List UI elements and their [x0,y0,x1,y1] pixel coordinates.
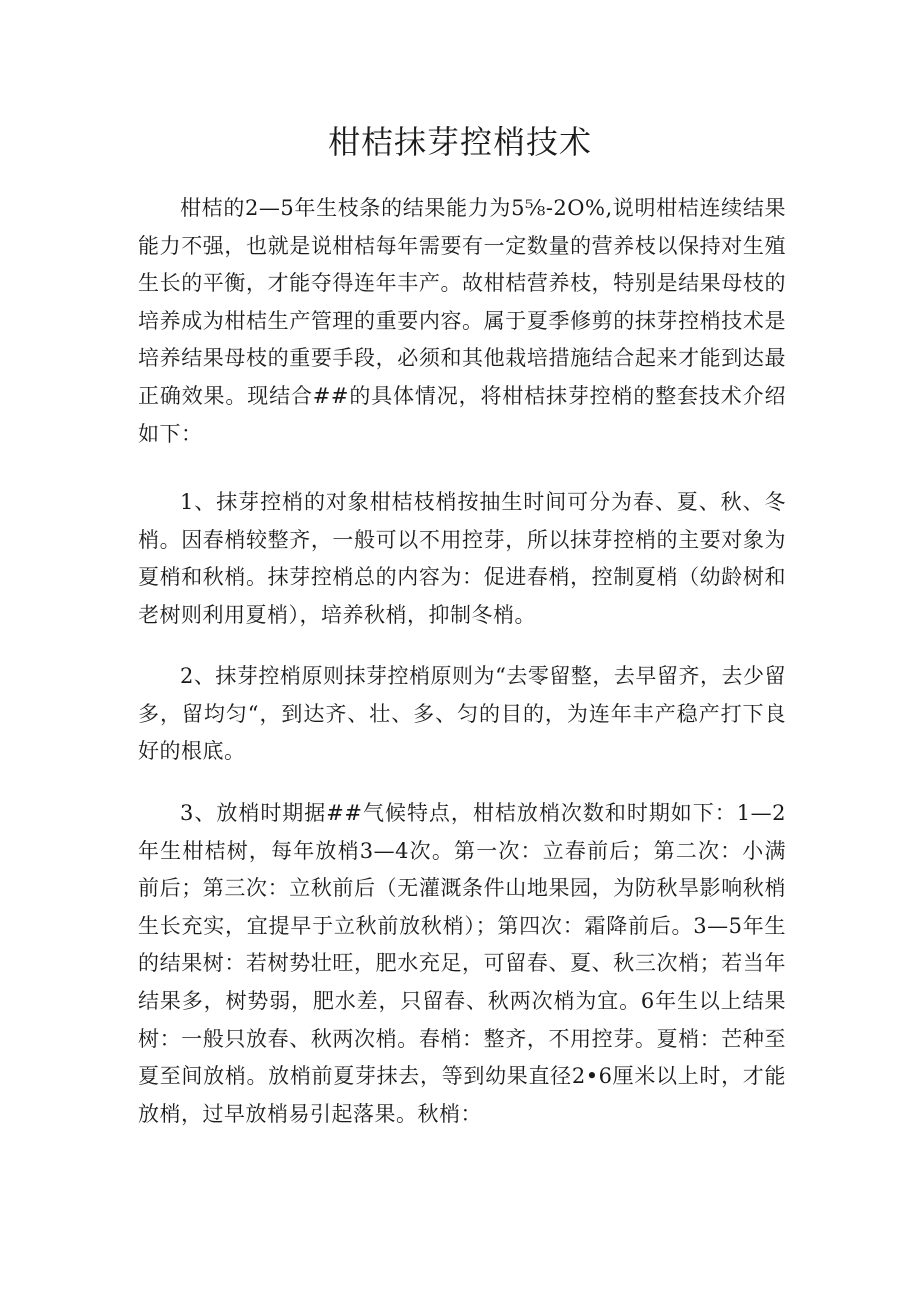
paragraph-section-3: 3、放梢时期据##气候特点，柑桔放梢次数和时期如下：1—2年生柑桔树，每年放梢3—4次。第一次：立春前后；第二次：小满前后；第三次：立秋前后（无灌溉条件山地果园，为防秋旱影响秋梢生长充实，宜提早于立秋前放秋梢）；第四次：霜降前后。3—5年生的结果树：若树势壮旺，肥水充足，可留春、夏、秋三次梢；若当年结果多，树势弱，肥水差，只留春、秋两次梢为宜。6年生以上结果树：一般只放春、秋两次梢。春梢：整齐，不用控芽。夏梢：芒种至夏至间放梢。放梢前夏芽抹去，等到幼果直径2•6厘米以上时，才能放梢，过早放梢易引起落果。秋梢： [138,801,786,1126]
document-title: 柑桔抹芽控梢技术 [327,123,592,161]
paragraph-intro: 柑桔的2—5年生枝条的结果能力为5⅝-2O%,说明柑桔连续结果能力不强，也就是说柑桔每年需要有一定数量的营养枝以保持对生殖生长的平衡，才能夺得连年丰产。故柑桔营养枝，特别是结果母枝的培养成为柑桔生产管理的重要内容。属于夏季修剪的抹芽控梢技术是培养结果母枝的重要手段，必须和其他栽培措施结合起来才能到达最正确效果。现结合##的具体情况，将柑桔抹芽控梢的整套技术介绍如下： [138,196,786,446]
paragraph-section-1: 1、抹芽控梢的对象柑桔枝梢按抽生时间可分为春、夏、秋、冬梢。因春梢较整齐，一般可以不用控芽，所以抹芽控梢的主要对象为夏梢和秋梢。抹芽控梢总的内容为：促进春梢，控制夏梢（幼龄树和老树则利用夏梢），培养秋梢，抑制冬梢。 [138,490,786,627]
paragraph-section-2: 2、抹芽控梢原则抹芽控梢原则为“去零留整，去早留齐，去少留多，留均匀“，到达齐、壮、多、匀的目的，为连年丰产稳产打下良好的根底。 [138,664,786,764]
